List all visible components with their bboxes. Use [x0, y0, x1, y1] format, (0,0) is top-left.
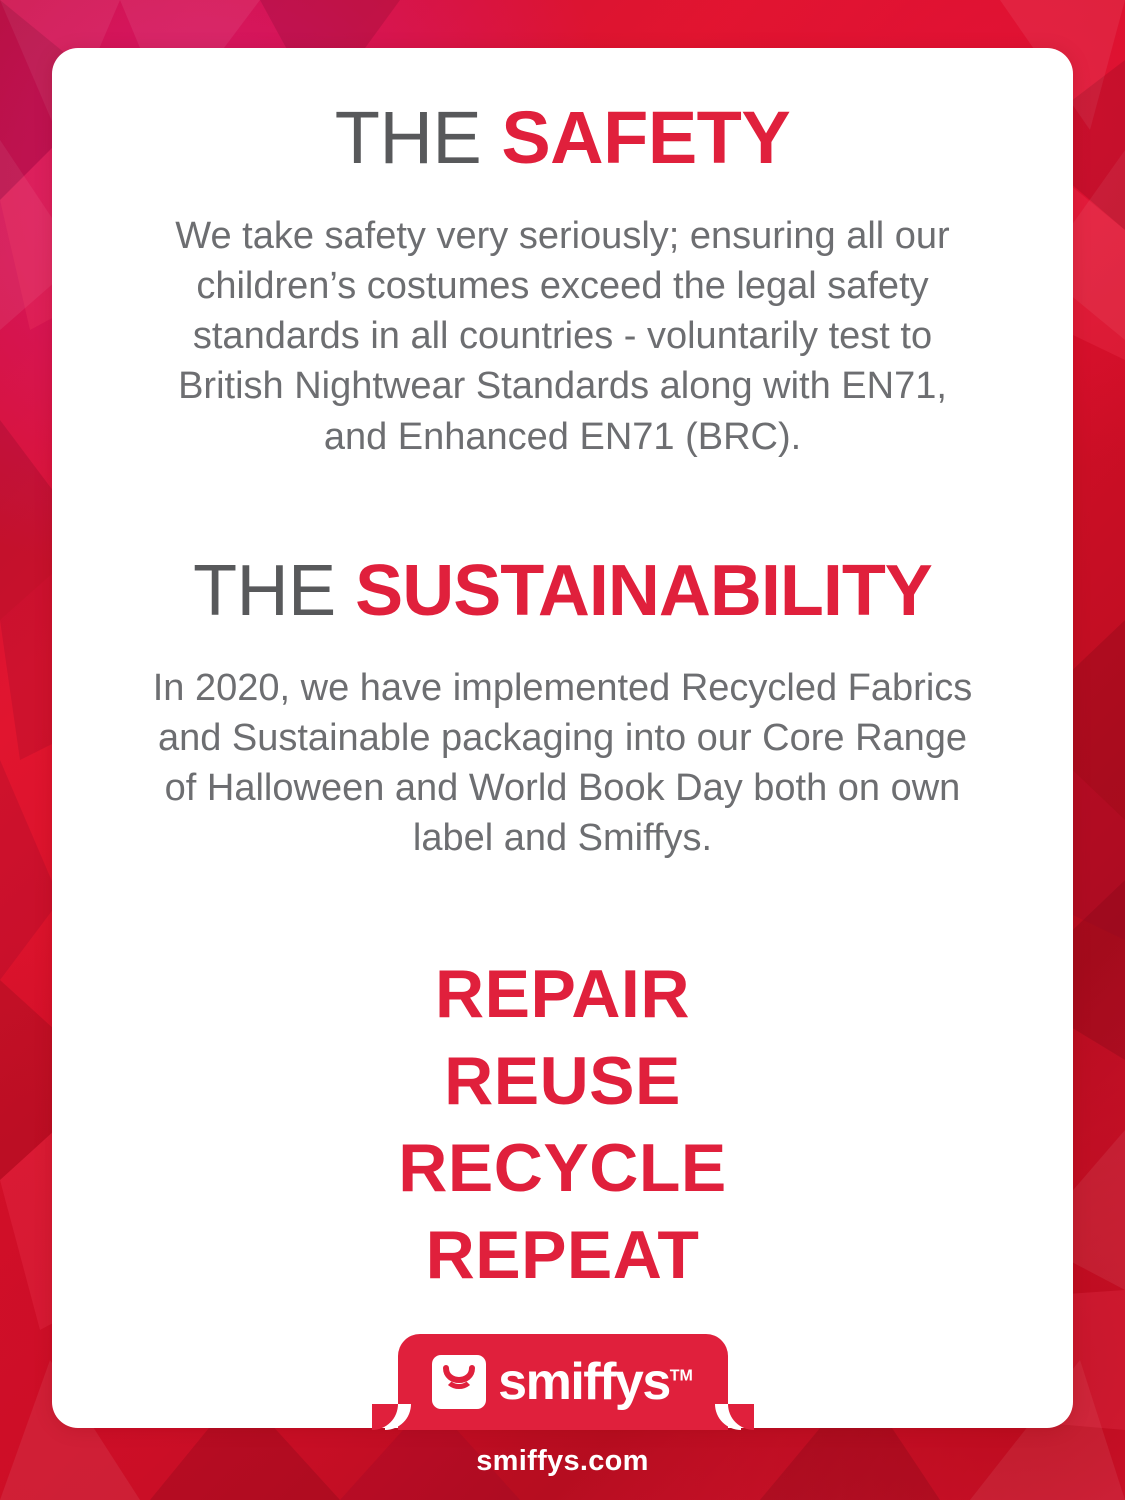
website-url[interactable]: smiffys.com	[476, 1445, 649, 1477]
smiffys-wordmark-text: smiffys	[498, 1353, 670, 1411]
safety-heading-lead: THE	[334, 96, 502, 179]
mantra-block	[112, 951, 1013, 1299]
smiffys-smile-icon	[432, 1355, 486, 1409]
trademark-symbol: TM	[669, 1367, 693, 1385]
mantra-line-repeat: REPEAT	[425, 1217, 700, 1294]
content-card	[52, 48, 1073, 1428]
mantra-line-recycle: RECYCLE	[398, 1130, 727, 1207]
sustainability-heading	[112, 550, 1013, 631]
smiffys-wordmark	[498, 1353, 693, 1411]
safety-body-text: We take safety very seriously; ensuring all our children’s costumes exceed the legal safety standards in all countries - voluntarily test to British Nightwear Standards along with EN71, and Enhanced EN71 (BRC).	[175, 214, 950, 458]
safety-heading-accent: SAFETY	[501, 96, 791, 179]
sustainability-heading-lead: THE	[193, 550, 356, 631]
sustainability-heading-accent: SUSTAINABILITY	[355, 550, 932, 631]
card-content	[52, 48, 1073, 1299]
mantra-line-repair: REPAIR	[435, 956, 690, 1033]
safety-heading	[112, 96, 1013, 179]
footer-logo-tab	[398, 1334, 728, 1430]
sustainability-body-text: In 2020, we have implemented Recycled Fabrics and Sustainable packaging into our Core Range of Halloween and World Book Day both on own label and Smiffys.	[152, 666, 973, 860]
mantra-line-reuse: REUSE	[444, 1043, 681, 1120]
